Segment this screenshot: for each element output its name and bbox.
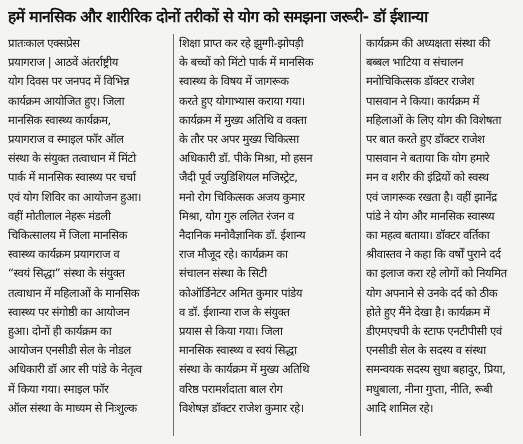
text-line: जैदी पूर्व ज्युडिशियल मजिस्ट्रेट, [179,170,298,185]
text-line: कार्यक्रम की अध्यक्षता संस्था की [366,36,490,50]
article-columns [8,34,515,436]
text-line: में किया गया। स्माइल फॉर [8,381,109,396]
text-line: महिलाओं के लिए योग की विशेषता [366,112,502,127]
text-line: करते हुए योगाभ्यास कराया गया। [179,93,305,108]
text-line: प्रयागराज | आठवें अंतर्राष्ट्रीय [8,55,119,70]
text-line: मिश्रा, योग गुरु ललित रंजन व [179,208,294,223]
text-line: “स्वयं सिद्धा” संस्था के संयुक्त [8,266,125,281]
text-line: के बच्चों को मिंटो पार्क में मानसिक [179,55,314,70]
text-line: पार्क में मानसिक स्वास्थ्य पर चर्चा [8,170,136,185]
text-line: एवं योग शिविर का आयोजन हुआ। [8,189,142,204]
text-line: एवं जागरूक रखता है। वहीं झानेंद्र [366,189,497,204]
text-line: पासवान ने बताया कि योग हमारे [366,151,490,166]
text-line: प्रयागराज व स्माइल फॉर ऑल [8,132,124,147]
text-line: मनो रोग चिकित्सक अजय कुमार [179,189,305,204]
column-3 [366,34,523,436]
text-line: स्वास्थ्य पर संगोष्ठी का आयोजन [8,304,130,319]
text-line: कार्यक्रम में मुख्य अतिथि व वक्ता [179,112,307,127]
text-line: आयोजन एनसीडी सेल के नोडल [8,343,131,358]
text-line: बब्बल भाटिया व संचालन [366,55,464,70]
text-line: तत्वाधान में महिलाओं के मानसिक [8,285,140,300]
text-line: शिक्षा प्राप्त कर रहे झुग्गी-झोपड़ी [179,36,304,50]
text-line: ऑल संस्था के माध्यम से निःशुल्क [8,400,137,415]
text-line: अधिकारी डॉ. पीके मिश्रा, मो हसन [179,151,313,166]
column-divider [360,34,361,436]
text-line: का महत्व बताया। डॉक्टर वर्तिका [366,228,490,243]
text-line: नैदानिक मनोवैज्ञानिक डॉ. ईशान्य [179,228,306,243]
text-line: मनोचिकित्सक डॉक्टर राजेश [366,74,474,89]
column-2 [179,34,355,436]
text-line: अधिकारी डॉ आर सी पांडे के नेतृत्व [8,362,142,377]
text-line: के तौर पर अपर मुख्य चिकित्सा [179,132,299,147]
text-line: समन्वयक सदस्य सुधा बहादुर, प्रिया, [366,362,506,377]
text-line: प्रयास से किया गया। जिला [179,324,283,339]
text-line: स्वास्थ्य कार्यक्रम प्रयागराज व [8,247,120,262]
text-line: पर बात करते हुए डॉक्टर राजेश [366,132,485,147]
column-1 [8,34,168,436]
text-line: एनसीडी सेल के सदस्य व संस्था [366,343,486,358]
text-line: हुआ। दोनों ही कार्यक्रम का [8,324,112,339]
text-line: पांडे ने योग और मानसिक स्वास्थ्य [366,208,495,223]
text-line: राज मौजूद रहे। कार्यक्रम का [179,247,288,262]
text-line: वहीं मोतीलाल नेहरू मंडली [8,208,111,223]
text-line: मानसिक स्वास्थ्य व स्वयं सिद्धा [179,343,297,358]
text-line: विशेषज्ञ डॉक्टर राजेश कुमार रहे। [179,400,304,415]
text-line: आदि शामिल रहे। [366,400,434,415]
headline: हमें मानसिक और शारीरिक दोनों तरीकों से योग को समझना जरूरी- डॉ ईशान्या [8,8,428,26]
text-line: व डॉ. ईशान्या राज के संयुक्त [179,304,290,319]
text-line: मानसिक स्वास्थ्य कार्यक्रम, [8,112,111,127]
text-line: संस्था के कार्यक्रम में मुख्य अतिथि [179,362,310,377]
text-line: डीएमएचपी के स्टाफ एनटीपीसी एवं [366,324,502,339]
text-line: योग दिवस पर जनपद में विभिन्न [8,74,130,89]
text-line: कार्यक्रम आयोजित हुए। जिला [8,93,125,108]
text-line: प्रातःकाल एक्सप्रेस [8,36,80,50]
text-line: वरिष्ठ परामर्शदाता बाल रोग [179,381,283,396]
text-line: होते हुए मैंने देखा है। कार्यक्रम में [366,304,490,319]
text-line: चिकित्सालय में जिला मानसिक [8,228,127,243]
text-line: मन व शरीर की इंद्रियों को स्वस्थ [366,170,489,185]
text-line: मधुबाला, नीना गुप्ता, नीति, रूबी [366,381,493,396]
text-line: स्वास्थ्य के विषय में जागरूक [179,74,289,89]
text-line: का इलाज करा रहे लोगों को नियमित [366,266,507,281]
text-line: श्रीवास्तव ने कहा कि वर्षों पुराने दर्द [366,247,501,262]
column-divider [173,34,174,436]
text-line: पासवान ने किया। कार्यक्रम में [366,93,479,108]
text-line: संचालन संस्था के सिटी [179,266,267,281]
text-line: संस्था के संयुक्त तत्वाधान में मिंटो [8,151,136,166]
text-line: कोऑर्डिनेटर अमित कुमार पांडेय [179,285,303,300]
text-line: योग अपनाने से उनके दर्द को ठीक [366,285,498,300]
